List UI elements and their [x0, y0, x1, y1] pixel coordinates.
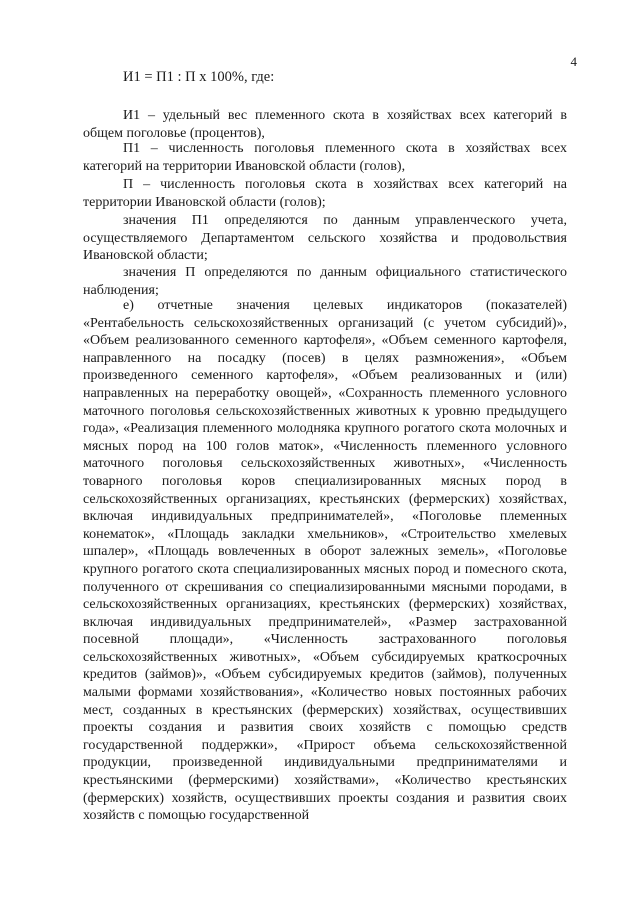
- clause-e: [83, 297, 567, 825]
- paragraph: значения П определяются по данным официального статистического наблюдения;: [83, 265, 567, 298]
- formula-line: И1 = П1 : П х 100%, где:: [123, 69, 275, 85]
- paragraph: И1 – удельный вес племенного скота в хозяйствах всех категорий в общем поголовье (процентов),: [83, 108, 567, 141]
- note-p1-source: [83, 212, 567, 265]
- definition-p1: [83, 140, 567, 175]
- paragraph: е) отчетные значения целевых индикаторов (показателей) «Рентабельность сельскохозяйственных организаций (с учетом субсидий)», «Объем реализованного семенного картофеля», «Объем семенного картофеля, направленного на посадку (посев) в целях размножения», «Объем произведенного семенного картофеля», «Объем реализованных и (или) направленных на переработку овощей», «Сохранность племенного условного маточного поголовья сельскохозяйственных животных к уровню предыдущего года», «Реализация племенного молодняка крупного рогатого скота молочных и мясных пород на 100 голов маток», «Численность племенного условного маточного поголовья сельскохозяйственных животных», «Численность товарного поголовья коров специализированных мясных пород в сельскохозяйственных организациях, крестьянских (фермерских) хозяйствах, включая индивидуальных предпринимателей», «Поголовье племенных конематок», «Площадь закладки хмельников», «Строительство хмелевых шпалер», «Площадь вовлеченных в оборот залежных земель», «Поголовье крупного рогатого скота специализированных мясных пород и помесного скота, полученного от скрешивания со специализированными мясными породами, в сельскохозяйственных организациях, крестьянских (фермерских) хозяйствах, включая индивидуальных предпринимателей», «Размер застрахованной посевной площади», «Численность застрахованного поголовья сельскохозяйственных животных», «Объем субсидируемых краткосрочных кредитов (займов)», «Объем субсидируемых кредитов (займов), полученных малыми формами хозяйствования», «Количество новых постоянных рабочих мест, созданных в крестьянских (фермерских) хозяйствах, осуществивших проекты создания и развития своих хозяйств с помощью средств государственной поддержки», «Прирост объема сельскохозяйственной продукции, произведенной индивидуальными предпринимателями и крестьянскими (фермерскими) хозяйствами», «Количество крестьянских (фермерских) хозяйств, осуществивших проекты создания и развития своих хозяйств с помощью государственной: [83, 298, 567, 824]
- definition-i1: [83, 107, 567, 142]
- page-number: 4: [570, 54, 577, 69]
- note-p-source: [83, 264, 567, 299]
- paragraph: П – численность поголовья скота в хозяйствах всех категорий на территории Ивановской области (голов);: [83, 177, 567, 210]
- definition-p: [83, 176, 567, 211]
- paragraph: П1 – численность поголовья племенного скота в хозяйствах всех категорий на территории Ивановской области (голов),: [83, 141, 567, 174]
- paragraph: значения П1 определяются по данным управленческого учета, осуществляемого Департаментом сельского хозяйства и продовольствия Ивановской области;: [83, 213, 567, 264]
